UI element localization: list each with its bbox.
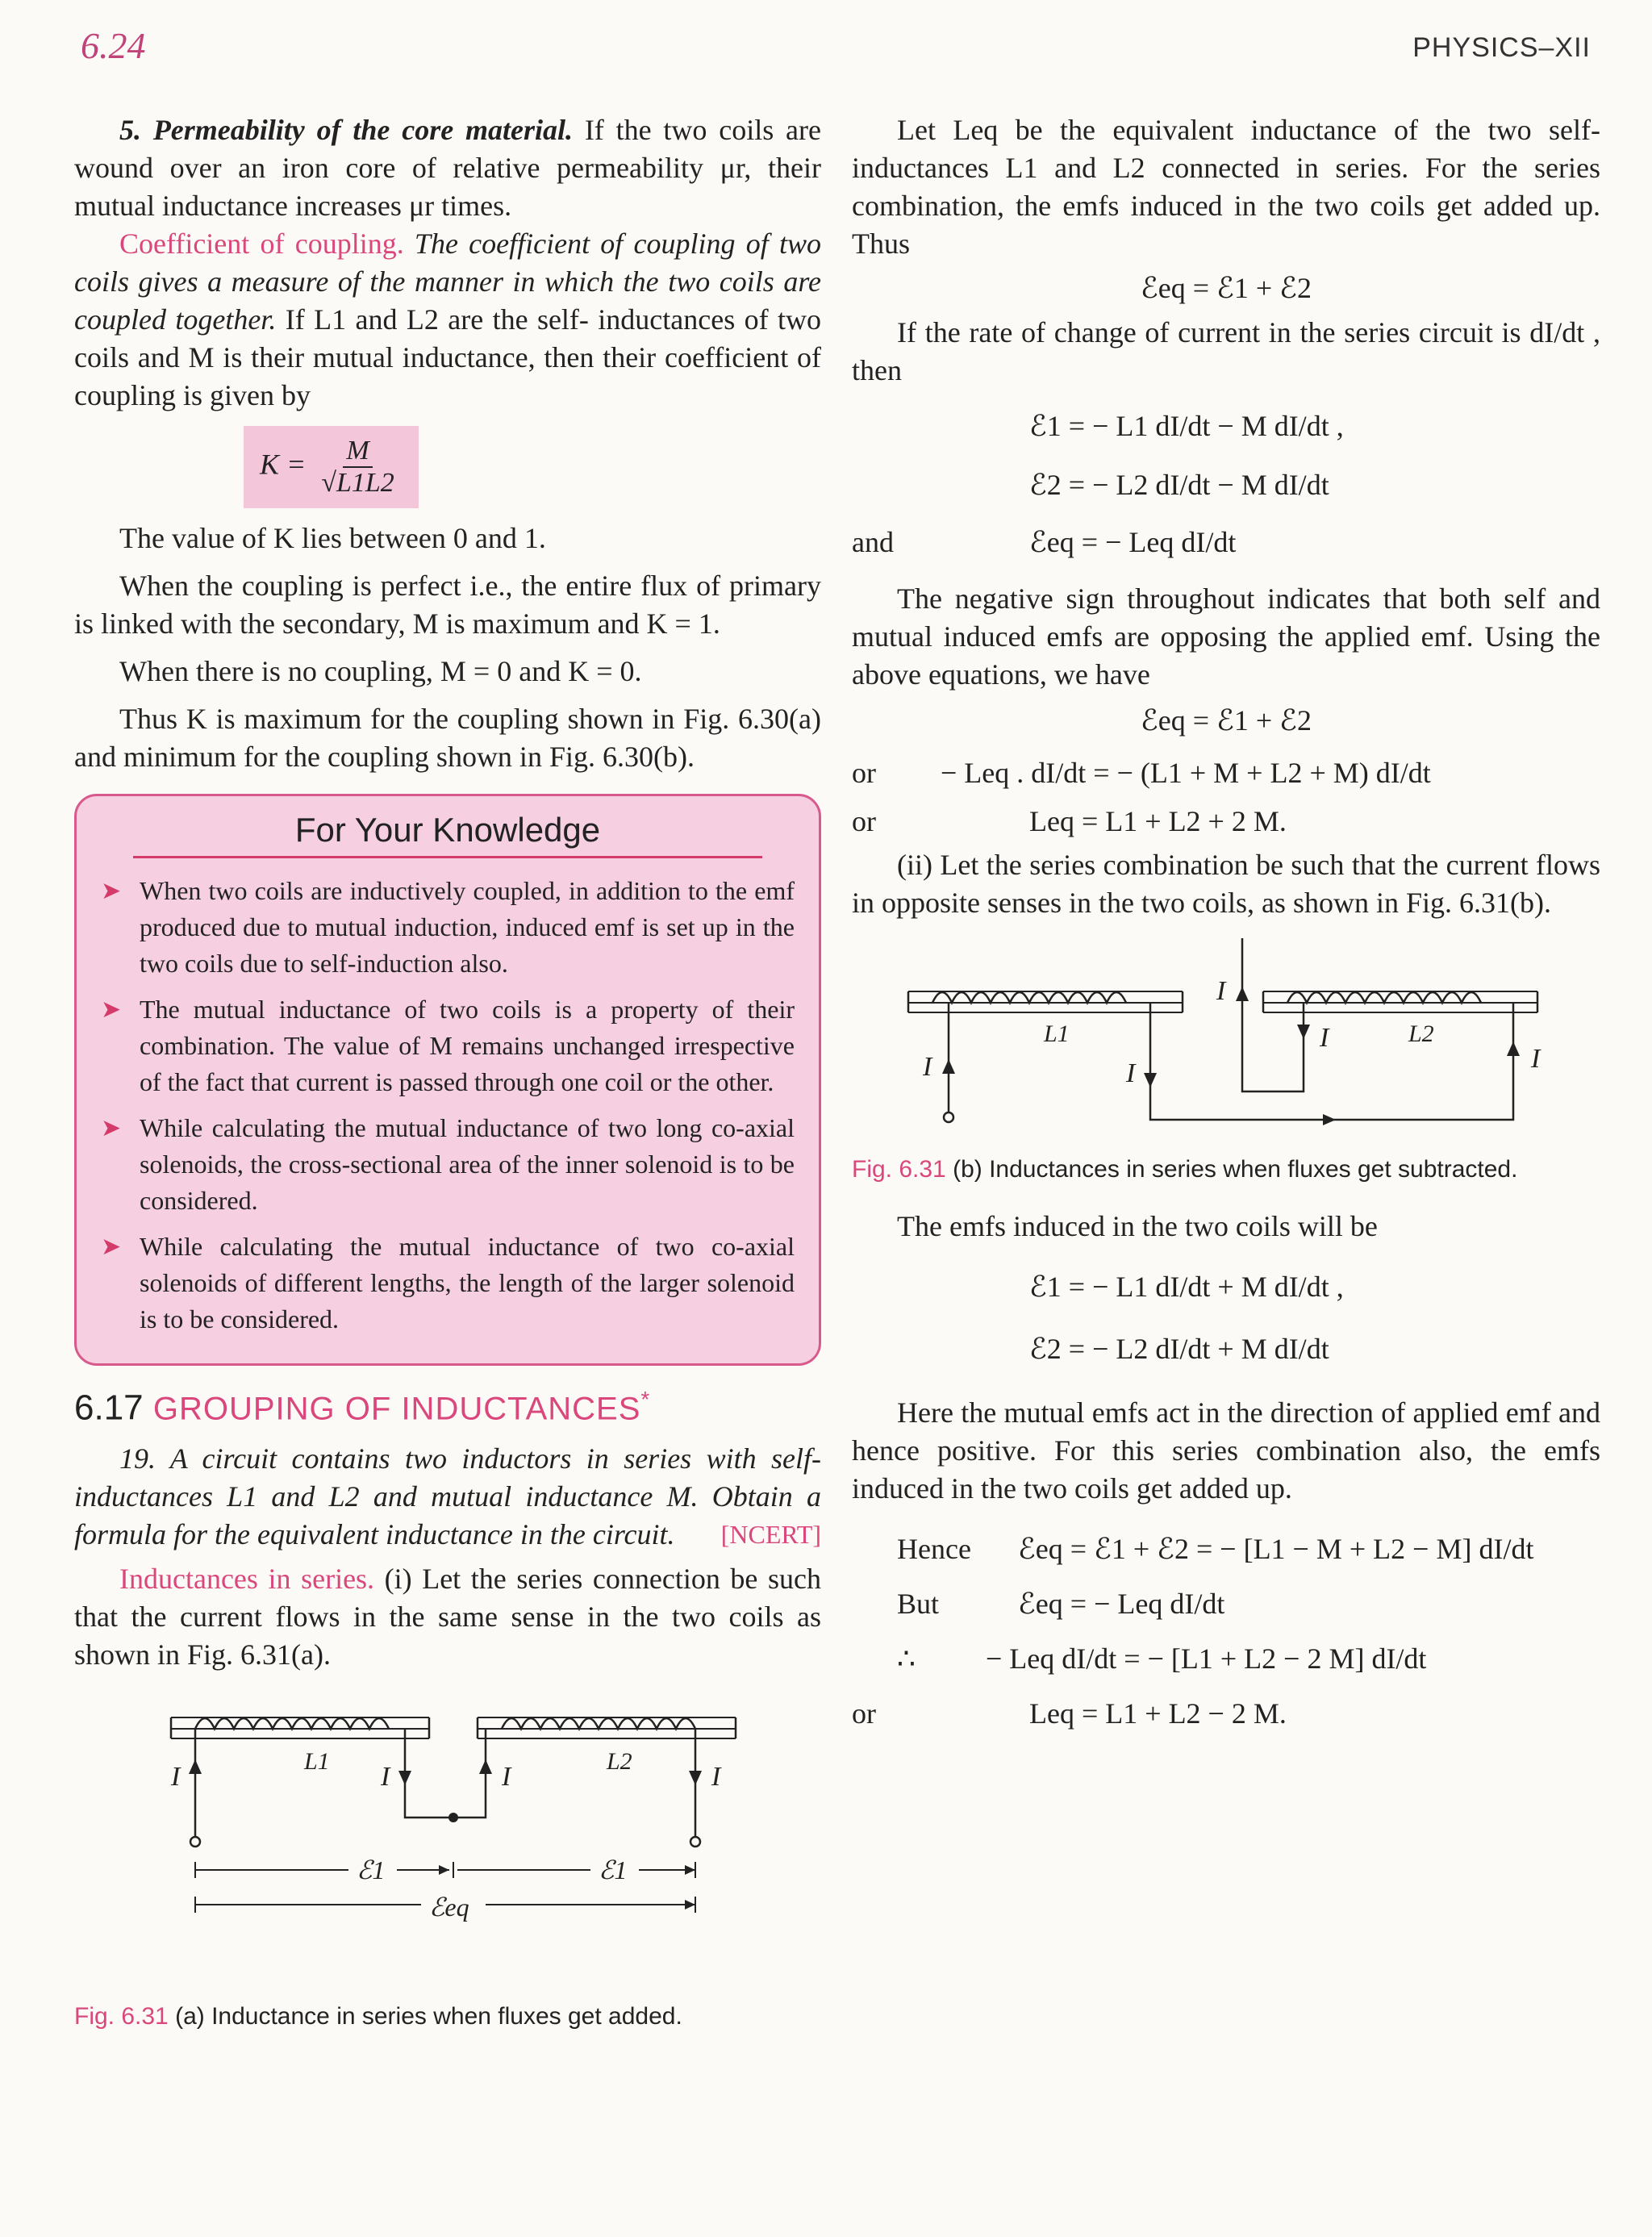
- current-label: I: [1216, 976, 1226, 1006]
- coil-l1: [171, 1717, 429, 1738]
- permeability-paragraph: [74, 111, 821, 225]
- or-label: or: [852, 805, 876, 837]
- coil-l1-label: L1: [1044, 1020, 1070, 1047]
- coupling-heading: Coefficient of coupling.: [119, 227, 404, 260]
- current-label: I: [171, 1761, 181, 1792]
- coil-l2: [478, 1717, 736, 1738]
- figure-6-31a: [74, 1688, 821, 1995]
- knowledge-box: [74, 794, 821, 1366]
- question-19: 19. A circuit contains two inductors in series with self-inductances L1 and L2 and mutual inductance M. Obtain a formula for the equivalent inductance in the circuit. [NCERT]: [74, 1440, 821, 1554]
- emf2-label: ℰ1: [599, 1855, 628, 1884]
- coil-l2-label: L2: [607, 1747, 632, 1775]
- circuit-wires: [195, 1729, 695, 1842]
- knowledge-item: ➤ When two coils are inductively coupled, in addition to the emf produced due to mutual induction, induced emf is set up in the two coils due to self-induction also.: [101, 873, 795, 982]
- arrow-bullet-icon: ➤: [101, 1233, 122, 1260]
- equation-sum-2: ℰeq = ℰ1 + ℰ2: [1141, 704, 1312, 737]
- running-head: PHYSICS–XII: [1412, 32, 1591, 63]
- page-number: 6.24: [81, 25, 146, 66]
- current-label: I: [1126, 1058, 1136, 1088]
- equation-sum: ℰeq = ℰ1 + ℰ2: [1141, 272, 1312, 304]
- equation-e1: ℰ1 = − L1 dI/dt − M dI/dt ,: [1029, 410, 1344, 442]
- equation-hence: ℰeq = ℰ1 + ℰ2 = − [L1 − M + L2 − M] dI/dt: [1018, 1533, 1534, 1565]
- equation-e2: ℰ2 = − L2 dI/dt − M dI/dt: [1029, 469, 1329, 501]
- but-label: But: [897, 1588, 940, 1620]
- ncert-tag: [NCERT]: [720, 1519, 821, 1549]
- current-label: I: [923, 1052, 932, 1082]
- perfect-coupling-text: When the coupling is perfect i.e., the entire flux of primary is linked with the secondary, M is maximum and K = 1.: [74, 570, 821, 640]
- k-formula-lhs: K =: [260, 448, 307, 481]
- section-heading: [74, 1387, 821, 1429]
- coupling-paragraph: [74, 225, 821, 415]
- thus-text: Thus K is maximum for the coupling shown in Fig. 6.30(a) and minimum for the coupling shown in Fig. 6.30(b).: [74, 703, 821, 773]
- emf1-label: ℰ1: [357, 1855, 386, 1884]
- current-label: I: [711, 1761, 721, 1792]
- series-paragraph: [74, 1560, 821, 1674]
- equation-but: ℰeq = − Leq dI/dt: [1018, 1588, 1225, 1620]
- section-title: GROUPING OF INDUCTANCES: [152, 1391, 641, 1427]
- knowledge-title: For Your Knowledge: [133, 811, 762, 858]
- equation-b2: ℰ2 = − L2 dI/dt + M dI/dt: [1029, 1333, 1329, 1365]
- hence-label: Hence: [897, 1533, 971, 1565]
- coil-l1-label: L1: [304, 1747, 330, 1775]
- k-formula-denominator: √L1L2: [321, 468, 394, 498]
- coil-l2-label: L2: [1408, 1020, 1434, 1047]
- knowledge-item: ➤ The mutual inductance of two coils is a property of their combination. The value of M remains unchanged irrespective of the fact that current is passed through one coil or the other.: [101, 991, 795, 1100]
- emf-eq-label: ℰeq: [429, 1892, 469, 1922]
- equation-therefore: − Leq dI/dt = − [L1 + L2 − 2 M] dI/dt: [986, 1642, 1427, 1675]
- or-label: or: [852, 757, 876, 789]
- k-range-text: The value of K lies between 0 and 1.: [119, 522, 546, 554]
- coupling-definition: The coefficient of coupling of two coils gives a measure of the manner in which the two coils are coupled together.: [74, 227, 821, 336]
- section-number: 6.17: [74, 1388, 144, 1428]
- equation-3: − Leq . dI/dt = − (L1 + M + L2 + M) dI/dt: [941, 757, 1431, 789]
- equation-eeq: ℰeq = − Leq dI/dt: [1029, 526, 1237, 558]
- permeability-heading: 5. Permeability of the core material.: [119, 114, 573, 146]
- equation-final: Leq = L1 + L2 − 2 M.: [1029, 1697, 1287, 1730]
- permeability-text: If the two coils are wound over an iron core of relative permeability μr, their mutual inductance increases μr times.: [74, 114, 821, 222]
- figure-6-31b: [852, 938, 1600, 1148]
- k-formula-numerator: M: [343, 436, 372, 468]
- series-heading: Inductances in series.: [119, 1562, 375, 1595]
- no-coupling-text: When there is no coupling, M = 0 and K = 0.: [119, 655, 642, 687]
- equation-4: Leq = L1 + L2 + 2 M.: [1029, 805, 1287, 837]
- current-label: I: [1320, 1023, 1329, 1053]
- opposite-sense-paragraph: (ii) Let the series combination be such that the current flows in opposite senses in the two coils, as shown in Fig. 6.31(b).: [852, 849, 1600, 919]
- coupling-text: If L1 and L2 are the self- inductances of two coils and M is their mutual inductance, then their coefficient of coupling is given by: [74, 303, 821, 411]
- arrow-bullet-icon: ➤: [101, 878, 122, 904]
- figure-a-caption: Fig. 6.31 (a) Inductance in series when fluxes get added.: [74, 2002, 682, 2030]
- section-star: *: [640, 1387, 650, 1412]
- therefore-label: ∴: [897, 1642, 916, 1675]
- right-column: [852, 111, 1600, 1737]
- series-text: (i) Let the series connection be such that the current flows in the same sense in the two coils as shown in Fig. 6.31(a).: [74, 1562, 821, 1671]
- current-label: I: [502, 1761, 511, 1792]
- let-paragraph: Let Leq be the equivalent inductance of the two self-inductances L1 and L2 connected in series. For the series combination, the emfs induced in the two coils get added up. Thus: [852, 114, 1600, 260]
- knowledge-item: ➤ While calculating the mutual inductance of two co-axial solenoids of different lengths, the length of the larger solenoid is to be considered.: [101, 1229, 795, 1338]
- or-label: or: [852, 1697, 876, 1730]
- knowledge-item: ➤ While calculating the mutual inductance of two long co-axial solenoids, the cross-sectional area of the inner solenoid is to be considered.: [101, 1110, 795, 1219]
- current-label: I: [1531, 1044, 1541, 1074]
- emfs-induced-paragraph: The emfs induced in the two coils will be: [897, 1210, 1378, 1242]
- arrow-bullet-icon: ➤: [101, 1115, 122, 1141]
- equation-b1: ℰ1 = − L1 dI/dt + M dI/dt ,: [1029, 1271, 1344, 1303]
- figure-b-caption: Fig. 6.31 (b) Inductances in series when fluxes get subtracted.: [852, 1156, 1518, 1183]
- negative-sign-paragraph: The negative sign throughout indicates that both self and mutual induced emfs are opposing the applied emf. Using the above equations, we have: [852, 582, 1600, 691]
- and-label: and: [852, 526, 894, 558]
- arrow-bullet-icon: ➤: [101, 996, 122, 1023]
- left-column: [74, 111, 821, 2030]
- rate-paragraph: If the rate of change of current in the series circuit is dI/dt , then: [852, 316, 1600, 386]
- current-label: I: [381, 1761, 390, 1792]
- mutual-emfs-paragraph: Here the mutual emfs act in the direction of applied emf and hence positive. For this series combination also, the emfs induced in the two coils get added up.: [852, 1396, 1600, 1505]
- k-formula: [244, 426, 419, 508]
